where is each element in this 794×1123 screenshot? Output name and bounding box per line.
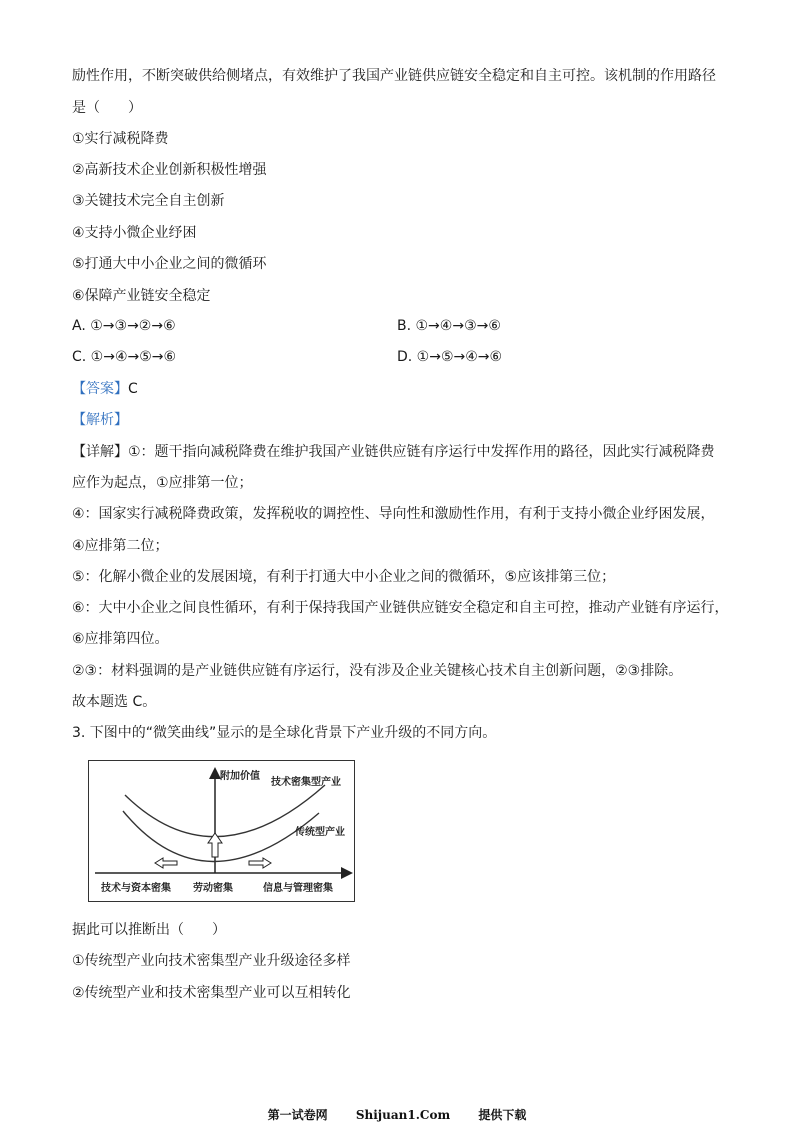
option-d: D. ①→⑤→④→⑥ (397, 349, 503, 365)
list-item: ②高新技术企业创新积极性增强 (72, 162, 267, 178)
x-label-right: 信息与管理密集 (263, 883, 333, 894)
answer-value: C (128, 381, 138, 397)
list-item: ③关键技术完全自主创新 (72, 193, 225, 209)
detail-line-5: ⑤：化解小微企业的发展困境，有利于打通大中小企业之间的微循环，⑤应该排第三位； (72, 569, 616, 585)
intro-line-2: 是（ ） (72, 100, 142, 116)
smile-curve-figure (88, 760, 355, 902)
option-a: A. ①→③→②→⑥ (72, 318, 176, 334)
list-item: ①实行减税降费 (72, 131, 169, 147)
option-b: B. ①→④→③→⑥ (397, 318, 501, 334)
y-axis-label: 附加价值 (220, 771, 260, 782)
question-3-prompt: 据此可以推断出（ ） (72, 922, 226, 938)
footer-download: 提供下载 (478, 1108, 527, 1122)
detail-line-3: ④：国家实行减税降费政策，发挥税收的调控性、导向性和激励性作用，有利于支持小微企业纾困发展， (72, 506, 715, 522)
right-arrow-icon (249, 858, 271, 868)
detail-label: 【详解】 (72, 444, 128, 460)
curve-top-label: 技术密集型产业 (271, 777, 341, 788)
x-label-middle: 劳动密集 (193, 883, 233, 894)
list-item: ②传统型产业和技术密集型产业可以互相转化 (72, 985, 351, 1001)
curve-bottom-label: 传统型产业 (295, 827, 345, 838)
list-item: ④支持小微企业纾困 (72, 225, 197, 241)
detail-text: ①：题干指向减税降费在维护我国产业链供应链有序运行中发挥作用的路径，因此实行减税降费 (128, 444, 715, 460)
detail-line-8: ②③：材料强调的是产业链供应链有序运行，没有涉及企业关键核心技术自主创新问题，②③排除。 (72, 663, 683, 679)
left-arrow-icon (155, 858, 177, 868)
list-item: ⑥保障产业链安全稳定 (72, 288, 211, 304)
analysis-label: 【解析】 (72, 412, 128, 428)
smile-curve-diagram (89, 761, 353, 900)
option-c: C. ①→④→⑤→⑥ (72, 349, 177, 365)
list-item: ⑤打通大中小企业之间的微循环 (72, 256, 267, 272)
list-item: ①传统型产业向技术密集型产业升级途径多样 (72, 953, 351, 969)
detail-line-2: 应作为起点，①应排第一位； (72, 475, 253, 491)
detail-line-6: ⑥：大中小企业之间良性循环，有利于保持我国产业链供应链安全稳定和自主可控，推动产业链有序运行， (72, 600, 729, 616)
page-footer (0, 1106, 794, 1123)
detail-line-4: ④应排第二位； (72, 538, 169, 554)
footer-site: 第一试卷网 (267, 1108, 328, 1122)
detail-line-9: 故本题选 C。 (72, 694, 157, 710)
detail-line-7: ⑥应排第四位。 (72, 631, 169, 647)
footer-domain: Shijuan1.Com (355, 1108, 451, 1122)
intro-line-1: 励性作用，不断突破供给侧堵点，有效维护了我国产业链供应链安全稳定和自主可控。该机制的作用路径 (72, 68, 716, 84)
detail-line-1 (72, 442, 715, 462)
answer-line (72, 379, 138, 399)
analysis-line (72, 410, 128, 430)
x-label-left: 技术与资本密集 (101, 883, 171, 894)
answer-label: 【答案】 (72, 381, 128, 397)
question-3-stem: 3. 下图中的“微笑曲线”显示的是全球化背景下产业升级的不同方向。 (72, 725, 497, 741)
